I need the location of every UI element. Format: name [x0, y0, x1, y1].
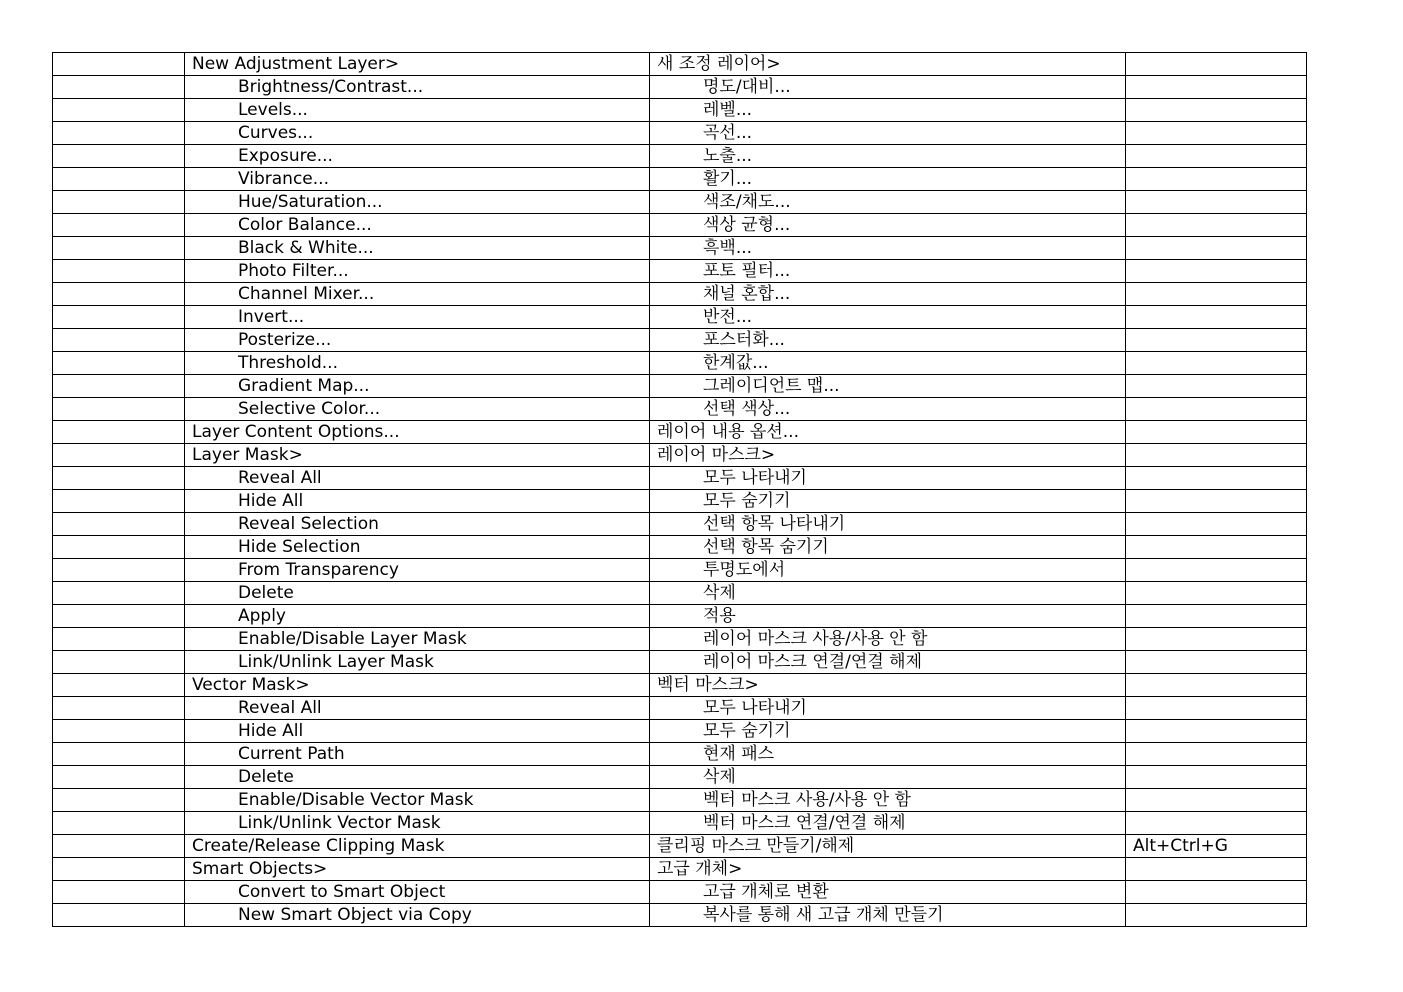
table-row	[53, 559, 1307, 582]
english-menu-cell: Color Balance...	[185, 214, 650, 237]
korean-menu-cell: 투명도에서	[650, 559, 1126, 582]
korean-menu-cell: 벡터 마스크>	[650, 674, 1126, 697]
table-row	[53, 421, 1307, 444]
blank-cell	[53, 812, 185, 835]
shortcut-cell	[1126, 260, 1307, 283]
table-row	[53, 214, 1307, 237]
english-menu-cell: Hue/Saturation...	[185, 191, 650, 214]
shortcut-cell	[1126, 145, 1307, 168]
table-row	[53, 904, 1307, 927]
shortcut-cell	[1126, 99, 1307, 122]
english-menu-cell: Black & White...	[185, 237, 650, 260]
korean-menu-cell: 반전...	[650, 306, 1126, 329]
english-menu-cell: Curves...	[185, 122, 650, 145]
shortcut-cell	[1126, 76, 1307, 99]
korean-menu-cell: 색조/채도...	[650, 191, 1126, 214]
shortcut-cell	[1126, 421, 1307, 444]
english-menu-cell: Link/Unlink Vector Mask	[185, 812, 650, 835]
english-menu-cell: Channel Mixer...	[185, 283, 650, 306]
english-menu-cell: Apply	[185, 605, 650, 628]
shortcut-cell	[1126, 582, 1307, 605]
blank-cell	[53, 444, 185, 467]
english-menu-cell: Layer Mask>	[185, 444, 650, 467]
english-menu-cell: New Smart Object via Copy	[185, 904, 650, 927]
table-row	[53, 881, 1307, 904]
table-row	[53, 53, 1307, 76]
blank-cell	[53, 191, 185, 214]
table-row	[53, 582, 1307, 605]
table-row	[53, 145, 1307, 168]
blank-cell	[53, 421, 185, 444]
shortcut-cell	[1126, 628, 1307, 651]
blank-cell	[53, 582, 185, 605]
table-row	[53, 605, 1307, 628]
shortcut-cell	[1126, 53, 1307, 76]
blank-cell	[53, 490, 185, 513]
english-menu-cell: Gradient Map...	[185, 375, 650, 398]
shortcut-cell: Alt+Ctrl+G	[1126, 835, 1307, 858]
korean-menu-cell: 선택 색상...	[650, 398, 1126, 421]
shortcut-cell	[1126, 605, 1307, 628]
english-menu-cell: Reveal Selection	[185, 513, 650, 536]
english-menu-cell: From Transparency	[185, 559, 650, 582]
english-menu-cell: Current Path	[185, 743, 650, 766]
english-menu-cell: Threshold...	[185, 352, 650, 375]
korean-menu-cell: 모두 숨기기	[650, 720, 1126, 743]
table-row	[53, 720, 1307, 743]
table-row	[53, 191, 1307, 214]
korean-menu-cell: 선택 항목 나타내기	[650, 513, 1126, 536]
shortcut-cell	[1126, 306, 1307, 329]
blank-cell	[53, 858, 185, 881]
table-row	[53, 467, 1307, 490]
korean-menu-cell: 클리핑 마스크 만들기/해제	[650, 835, 1126, 858]
table-row	[53, 766, 1307, 789]
shortcut-cell	[1126, 743, 1307, 766]
table-row	[53, 628, 1307, 651]
english-menu-cell: Hide All	[185, 490, 650, 513]
blank-cell	[53, 697, 185, 720]
shortcut-cell	[1126, 789, 1307, 812]
shortcut-cell	[1126, 214, 1307, 237]
korean-menu-cell: 노출...	[650, 145, 1126, 168]
english-menu-cell: Vector Mask>	[185, 674, 650, 697]
blank-cell	[53, 237, 185, 260]
english-menu-cell: Convert to Smart Object	[185, 881, 650, 904]
table-row	[53, 858, 1307, 881]
shortcut-cell	[1126, 766, 1307, 789]
english-menu-cell: Enable/Disable Vector Mask	[185, 789, 650, 812]
blank-cell	[53, 674, 185, 697]
shortcut-cell	[1126, 559, 1307, 582]
table-row	[53, 122, 1307, 145]
shortcut-cell	[1126, 697, 1307, 720]
shortcut-cell	[1126, 375, 1307, 398]
korean-menu-cell: 채널 혼합...	[650, 283, 1126, 306]
english-menu-cell: New Adjustment Layer>	[185, 53, 650, 76]
blank-cell	[53, 306, 185, 329]
english-menu-cell: Brightness/Contrast...	[185, 76, 650, 99]
english-menu-cell: Invert...	[185, 306, 650, 329]
english-menu-cell: Enable/Disable Layer Mask	[185, 628, 650, 651]
shortcut-cell	[1126, 444, 1307, 467]
english-menu-cell: Reveal All	[185, 467, 650, 490]
blank-cell	[53, 605, 185, 628]
blank-cell	[53, 76, 185, 99]
korean-menu-cell: 모두 숨기기	[650, 490, 1126, 513]
english-menu-cell: Levels...	[185, 99, 650, 122]
korean-menu-cell: 색상 균형...	[650, 214, 1126, 237]
korean-menu-cell: 레이어 마스크 연결/연결 해제	[650, 651, 1126, 674]
table-row	[53, 99, 1307, 122]
english-menu-cell: Selective Color...	[185, 398, 650, 421]
english-menu-cell: Photo Filter...	[185, 260, 650, 283]
korean-menu-cell: 삭제	[650, 766, 1126, 789]
english-menu-cell: Create/Release Clipping Mask	[185, 835, 650, 858]
table-row	[53, 835, 1307, 858]
korean-menu-cell: 명도/대비...	[650, 76, 1126, 99]
shortcut-cell	[1126, 398, 1307, 421]
table-row	[53, 697, 1307, 720]
english-menu-cell: Reveal All	[185, 697, 650, 720]
blank-cell	[53, 835, 185, 858]
table-row	[53, 168, 1307, 191]
english-menu-cell: Smart Objects>	[185, 858, 650, 881]
blank-cell	[53, 536, 185, 559]
korean-menu-cell: 벡터 마스크 연결/연결 해제	[650, 812, 1126, 835]
blank-cell	[53, 881, 185, 904]
blank-cell	[53, 467, 185, 490]
blank-cell	[53, 99, 185, 122]
table-row	[53, 283, 1307, 306]
table-row	[53, 398, 1307, 421]
korean-menu-cell: 모두 나타내기	[650, 467, 1126, 490]
table-body	[53, 53, 1307, 927]
shortcut-cell	[1126, 283, 1307, 306]
shortcut-cell	[1126, 352, 1307, 375]
korean-menu-cell: 레이어 내용 옵션...	[650, 421, 1126, 444]
shortcut-cell	[1126, 674, 1307, 697]
blank-cell	[53, 53, 185, 76]
korean-menu-cell: 레이어 마스크>	[650, 444, 1126, 467]
blank-cell	[53, 283, 185, 306]
shortcut-cell	[1126, 881, 1307, 904]
korean-menu-cell: 모두 나타내기	[650, 697, 1126, 720]
shortcut-cell	[1126, 513, 1307, 536]
blank-cell	[53, 720, 185, 743]
blank-cell	[53, 214, 185, 237]
korean-menu-cell: 벡터 마스크 사용/사용 안 함	[650, 789, 1126, 812]
table-row	[53, 306, 1307, 329]
blank-cell	[53, 122, 185, 145]
table-row	[53, 651, 1307, 674]
english-menu-cell: Link/Unlink Layer Mask	[185, 651, 650, 674]
shortcut-cell	[1126, 467, 1307, 490]
shortcut-cell	[1126, 651, 1307, 674]
korean-menu-cell: 적용	[650, 605, 1126, 628]
table-row	[53, 76, 1307, 99]
shortcut-cell	[1126, 812, 1307, 835]
shortcut-cell	[1126, 720, 1307, 743]
blank-cell	[53, 904, 185, 927]
korean-menu-cell: 레이어 마스크 사용/사용 안 함	[650, 628, 1126, 651]
blank-cell	[53, 398, 185, 421]
korean-menu-cell: 활기...	[650, 168, 1126, 191]
shortcut-cell	[1126, 904, 1307, 927]
korean-menu-cell: 포스터화...	[650, 329, 1126, 352]
shortcut-cell	[1126, 329, 1307, 352]
blank-cell	[53, 559, 185, 582]
english-menu-cell: Exposure...	[185, 145, 650, 168]
korean-menu-cell: 삭제	[650, 582, 1126, 605]
blank-cell	[53, 513, 185, 536]
shortcut-cell	[1126, 536, 1307, 559]
blank-cell	[53, 766, 185, 789]
korean-menu-cell: 레벨...	[650, 99, 1126, 122]
table-row	[53, 352, 1307, 375]
blank-cell	[53, 352, 185, 375]
shortcut-cell	[1126, 858, 1307, 881]
blank-cell	[53, 329, 185, 352]
english-menu-cell: Vibrance...	[185, 168, 650, 191]
blank-cell	[53, 743, 185, 766]
korean-menu-cell: 곡선...	[650, 122, 1126, 145]
korean-menu-cell: 선택 항목 숨기기	[650, 536, 1126, 559]
table-row	[53, 674, 1307, 697]
english-menu-cell: Delete	[185, 582, 650, 605]
shortcut-cell	[1126, 168, 1307, 191]
english-menu-cell: Layer Content Options...	[185, 421, 650, 444]
table-row	[53, 812, 1307, 835]
blank-cell	[53, 789, 185, 812]
korean-menu-cell: 흑백...	[650, 237, 1126, 260]
blank-cell	[53, 145, 185, 168]
table-row	[53, 743, 1307, 766]
blank-cell	[53, 375, 185, 398]
blank-cell	[53, 628, 185, 651]
english-menu-cell: Hide Selection	[185, 536, 650, 559]
shortcut-cell	[1126, 490, 1307, 513]
blank-cell	[53, 168, 185, 191]
table-row	[53, 329, 1307, 352]
english-menu-cell: Delete	[185, 766, 650, 789]
shortcut-cell	[1126, 191, 1307, 214]
korean-menu-cell: 복사를 통해 새 고급 개체 만들기	[650, 904, 1126, 927]
korean-menu-cell: 고급 개체로 변환	[650, 881, 1126, 904]
korean-menu-cell: 새 조정 레이어>	[650, 53, 1126, 76]
table-row	[53, 789, 1307, 812]
table-row	[53, 260, 1307, 283]
english-menu-cell: Posterize...	[185, 329, 650, 352]
shortcut-cell	[1126, 237, 1307, 260]
korean-menu-cell: 현재 패스	[650, 743, 1126, 766]
table-row	[53, 490, 1307, 513]
blank-cell	[53, 260, 185, 283]
menu-translation-table	[52, 52, 1307, 927]
korean-menu-cell: 고급 개체>	[650, 858, 1126, 881]
shortcut-cell	[1126, 122, 1307, 145]
table-row	[53, 237, 1307, 260]
english-menu-cell: Hide All	[185, 720, 650, 743]
table-row	[53, 513, 1307, 536]
korean-menu-cell: 한계값...	[650, 352, 1126, 375]
korean-menu-cell: 포토 필터...	[650, 260, 1126, 283]
blank-cell	[53, 651, 185, 674]
korean-menu-cell: 그레이디언트 맵...	[650, 375, 1126, 398]
table-row	[53, 444, 1307, 467]
table-row	[53, 536, 1307, 559]
table-row	[53, 375, 1307, 398]
